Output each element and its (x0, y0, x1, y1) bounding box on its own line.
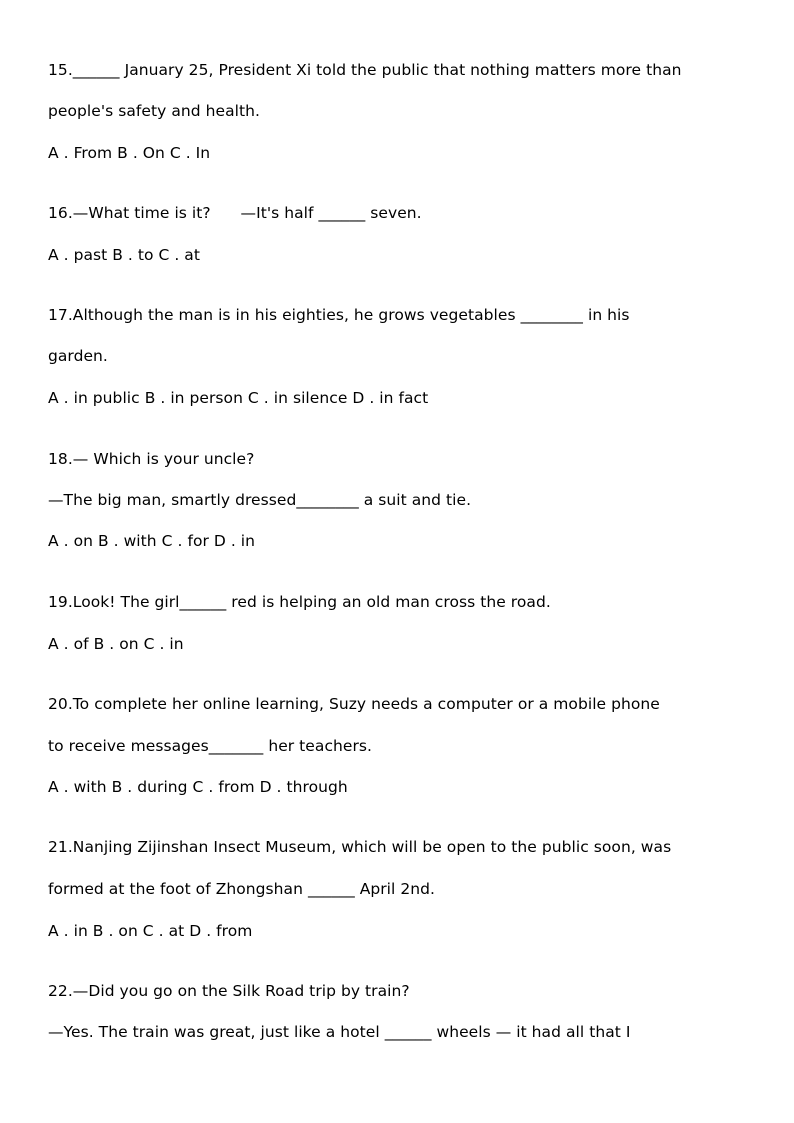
question-18-options: A . on B . with C . for D . in (48, 532, 256, 550)
question-20-line-2: to receive messages_______ her teachers. (48, 737, 372, 755)
question-19-options: A . of B . on C . in (48, 635, 184, 653)
question-18-line-2: —The big man, smartly dressed________ a suit and tie. (48, 491, 472, 509)
question-17-options: A . in public B . in person C . in silence D . in fact (48, 389, 429, 407)
question-19-line-1: 19.Look! The girl______ red is helping an old man cross the road. (48, 593, 551, 611)
question-15-options: A . From B . On C . In (48, 144, 211, 162)
question-21-line-1: 21.Nanjing Zijinshan Insect Museum, which will be open to the public soon, was (48, 838, 672, 856)
question-18-line-1: 18.— Which is your uncle? (48, 450, 255, 468)
question-21-line-2: formed at the foot of Zhongshan ______ April 2nd. (48, 880, 436, 898)
question-17-line-1: 17.Although the man is in his eighties, he grows vegetables ________ in his (48, 306, 630, 324)
question-22-line-2: —Yes. The train was great, just like a hotel ______ wheels — it had all that I (48, 1023, 631, 1041)
question-16-line-1: 16.—What time is it? —It's half ______ seven. (48, 204, 422, 222)
question-15-line-2: people's safety and health. (48, 102, 260, 120)
question-15-line-1: 15.______ January 25, President Xi told the public that nothing matters more than (48, 61, 682, 79)
question-22-line-1: 22.—Did you go on the Silk Road trip by train? (48, 982, 410, 1000)
question-16-options: A . past B . to C . at (48, 246, 200, 264)
question-21-options: A . in B . on C . at D . from (48, 922, 253, 940)
question-17-line-2: garden. (48, 347, 108, 365)
question-20-line-1: 20.To complete her online learning, Suzy needs a computer or a mobile phone (48, 695, 660, 713)
question-20-options: A . with B . during C . from D . through (48, 778, 348, 796)
